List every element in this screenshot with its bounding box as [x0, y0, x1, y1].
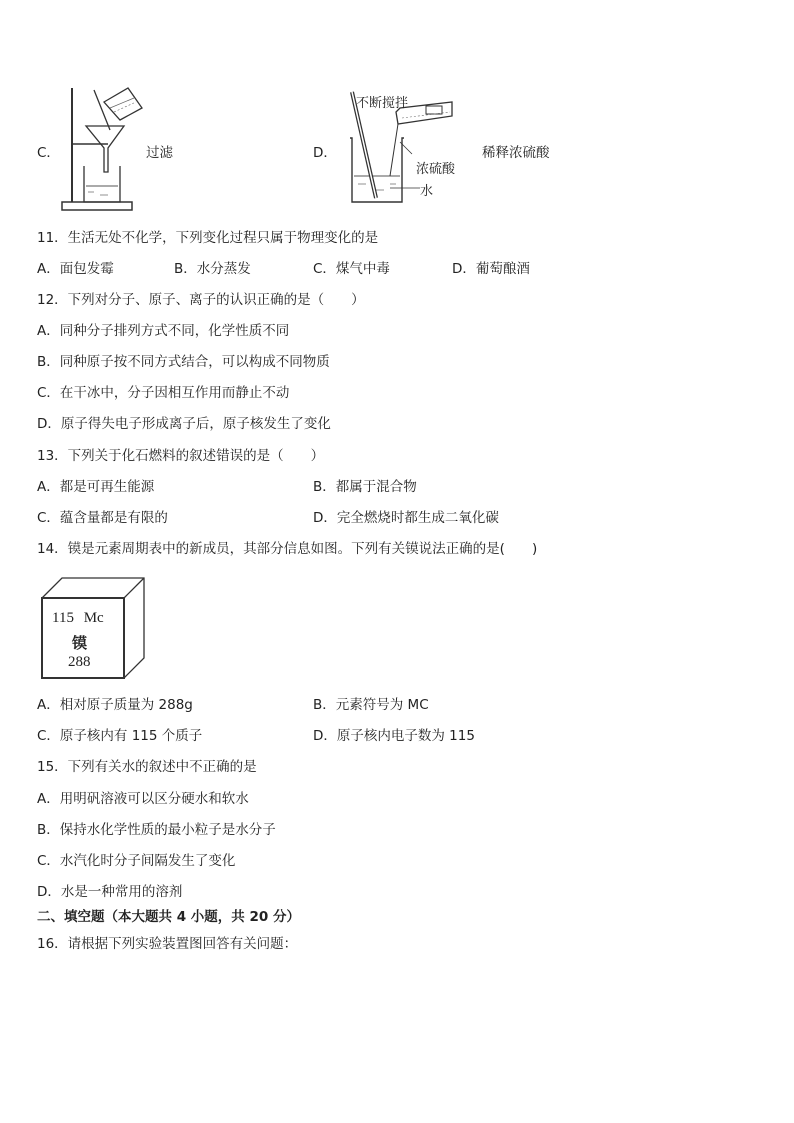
option-d-caption: 稀释浓硫酸 [482, 145, 550, 161]
q15-option-c: C．水汽化时分子间隔发生了变化 [37, 853, 236, 869]
option-c-letter: C． [37, 145, 60, 161]
stir-label: 不断搅拌 [356, 96, 409, 111]
question-15-stem: 15．下列有关水的叙述中不正确的是 [37, 759, 257, 775]
question-16-stem: 16．请根据下列实验装置图回答有关问题： [37, 936, 298, 952]
q14-option-a: A．相对原子质量为 288g [37, 697, 193, 713]
element-number: 115 [52, 610, 74, 626]
q14-option-c: C．原子核内有 115 个质子 [37, 728, 203, 744]
option-c-caption: 过滤 [146, 145, 173, 161]
q11-option-a: A．面包发霉 [37, 261, 114, 277]
filtration-apparatus-figure [58, 86, 198, 216]
q11-option-b: B．水分蒸发 [174, 261, 251, 277]
q14-option-b: B．元素符号为 MC [313, 697, 429, 713]
q12-option-a: A．同种分子排列方式不同，化学性质不同 [37, 323, 290, 339]
element-cell-figure [38, 576, 148, 682]
question-12-stem: 12．下列对分子、原子、离子的认识正确的是（ ） [37, 292, 365, 308]
q12-option-c: C．在干冰中，分子因相互作用而静止不动 [37, 385, 290, 401]
question-14-stem: 14．镆是元素周期表中的新成员，其部分信息如图。下列有关镆说法正确的是( ) [37, 541, 538, 557]
question-11-stem: 11．生活无处不化学，下列变化过程只属于物理变化的是 [37, 230, 379, 246]
q14-option-d: D．原子核内电子数为 115 [313, 728, 475, 744]
q15-option-a: A．用明矾溶液可以区分硬水和软水 [37, 791, 249, 807]
q13-option-b: B．都属于混合物 [313, 479, 417, 495]
q13-option-a: A．都是可再生能源 [37, 479, 155, 495]
option-d-letter: D． [313, 145, 337, 161]
q15-option-b: B．保持水化学性质的最小粒子是水分子 [37, 822, 276, 838]
q12-option-b: B．同种原子按不同方式结合，可以构成不同物质 [37, 354, 330, 370]
q11-option-d: D．葡萄酿酒 [452, 261, 530, 277]
section-heading: 二、填空题（本大题共 4 小题，共 20 分） [37, 909, 300, 925]
question-13-stem: 13．下列关于化石燃料的叙述错误的是（ ） [37, 448, 325, 464]
acid-label: 浓硫酸 [416, 162, 456, 177]
element-name: 镆 [72, 634, 88, 652]
q13-option-d: D．完全燃烧时都生成二氧化碳 [313, 510, 499, 526]
element-symbol: Mc [83, 610, 104, 626]
q12-option-d: D．原子得失电子形成离子后，原子核发生了变化 [37, 416, 331, 432]
water-label: 水 [420, 184, 434, 199]
element-mass: 288 [68, 654, 91, 670]
q15-option-d: D．水是一种常用的溶剂 [37, 884, 183, 900]
q11-option-c: C．煤气中毒 [313, 261, 390, 277]
q13-option-c: C．蕴含量都是有限的 [37, 510, 168, 526]
